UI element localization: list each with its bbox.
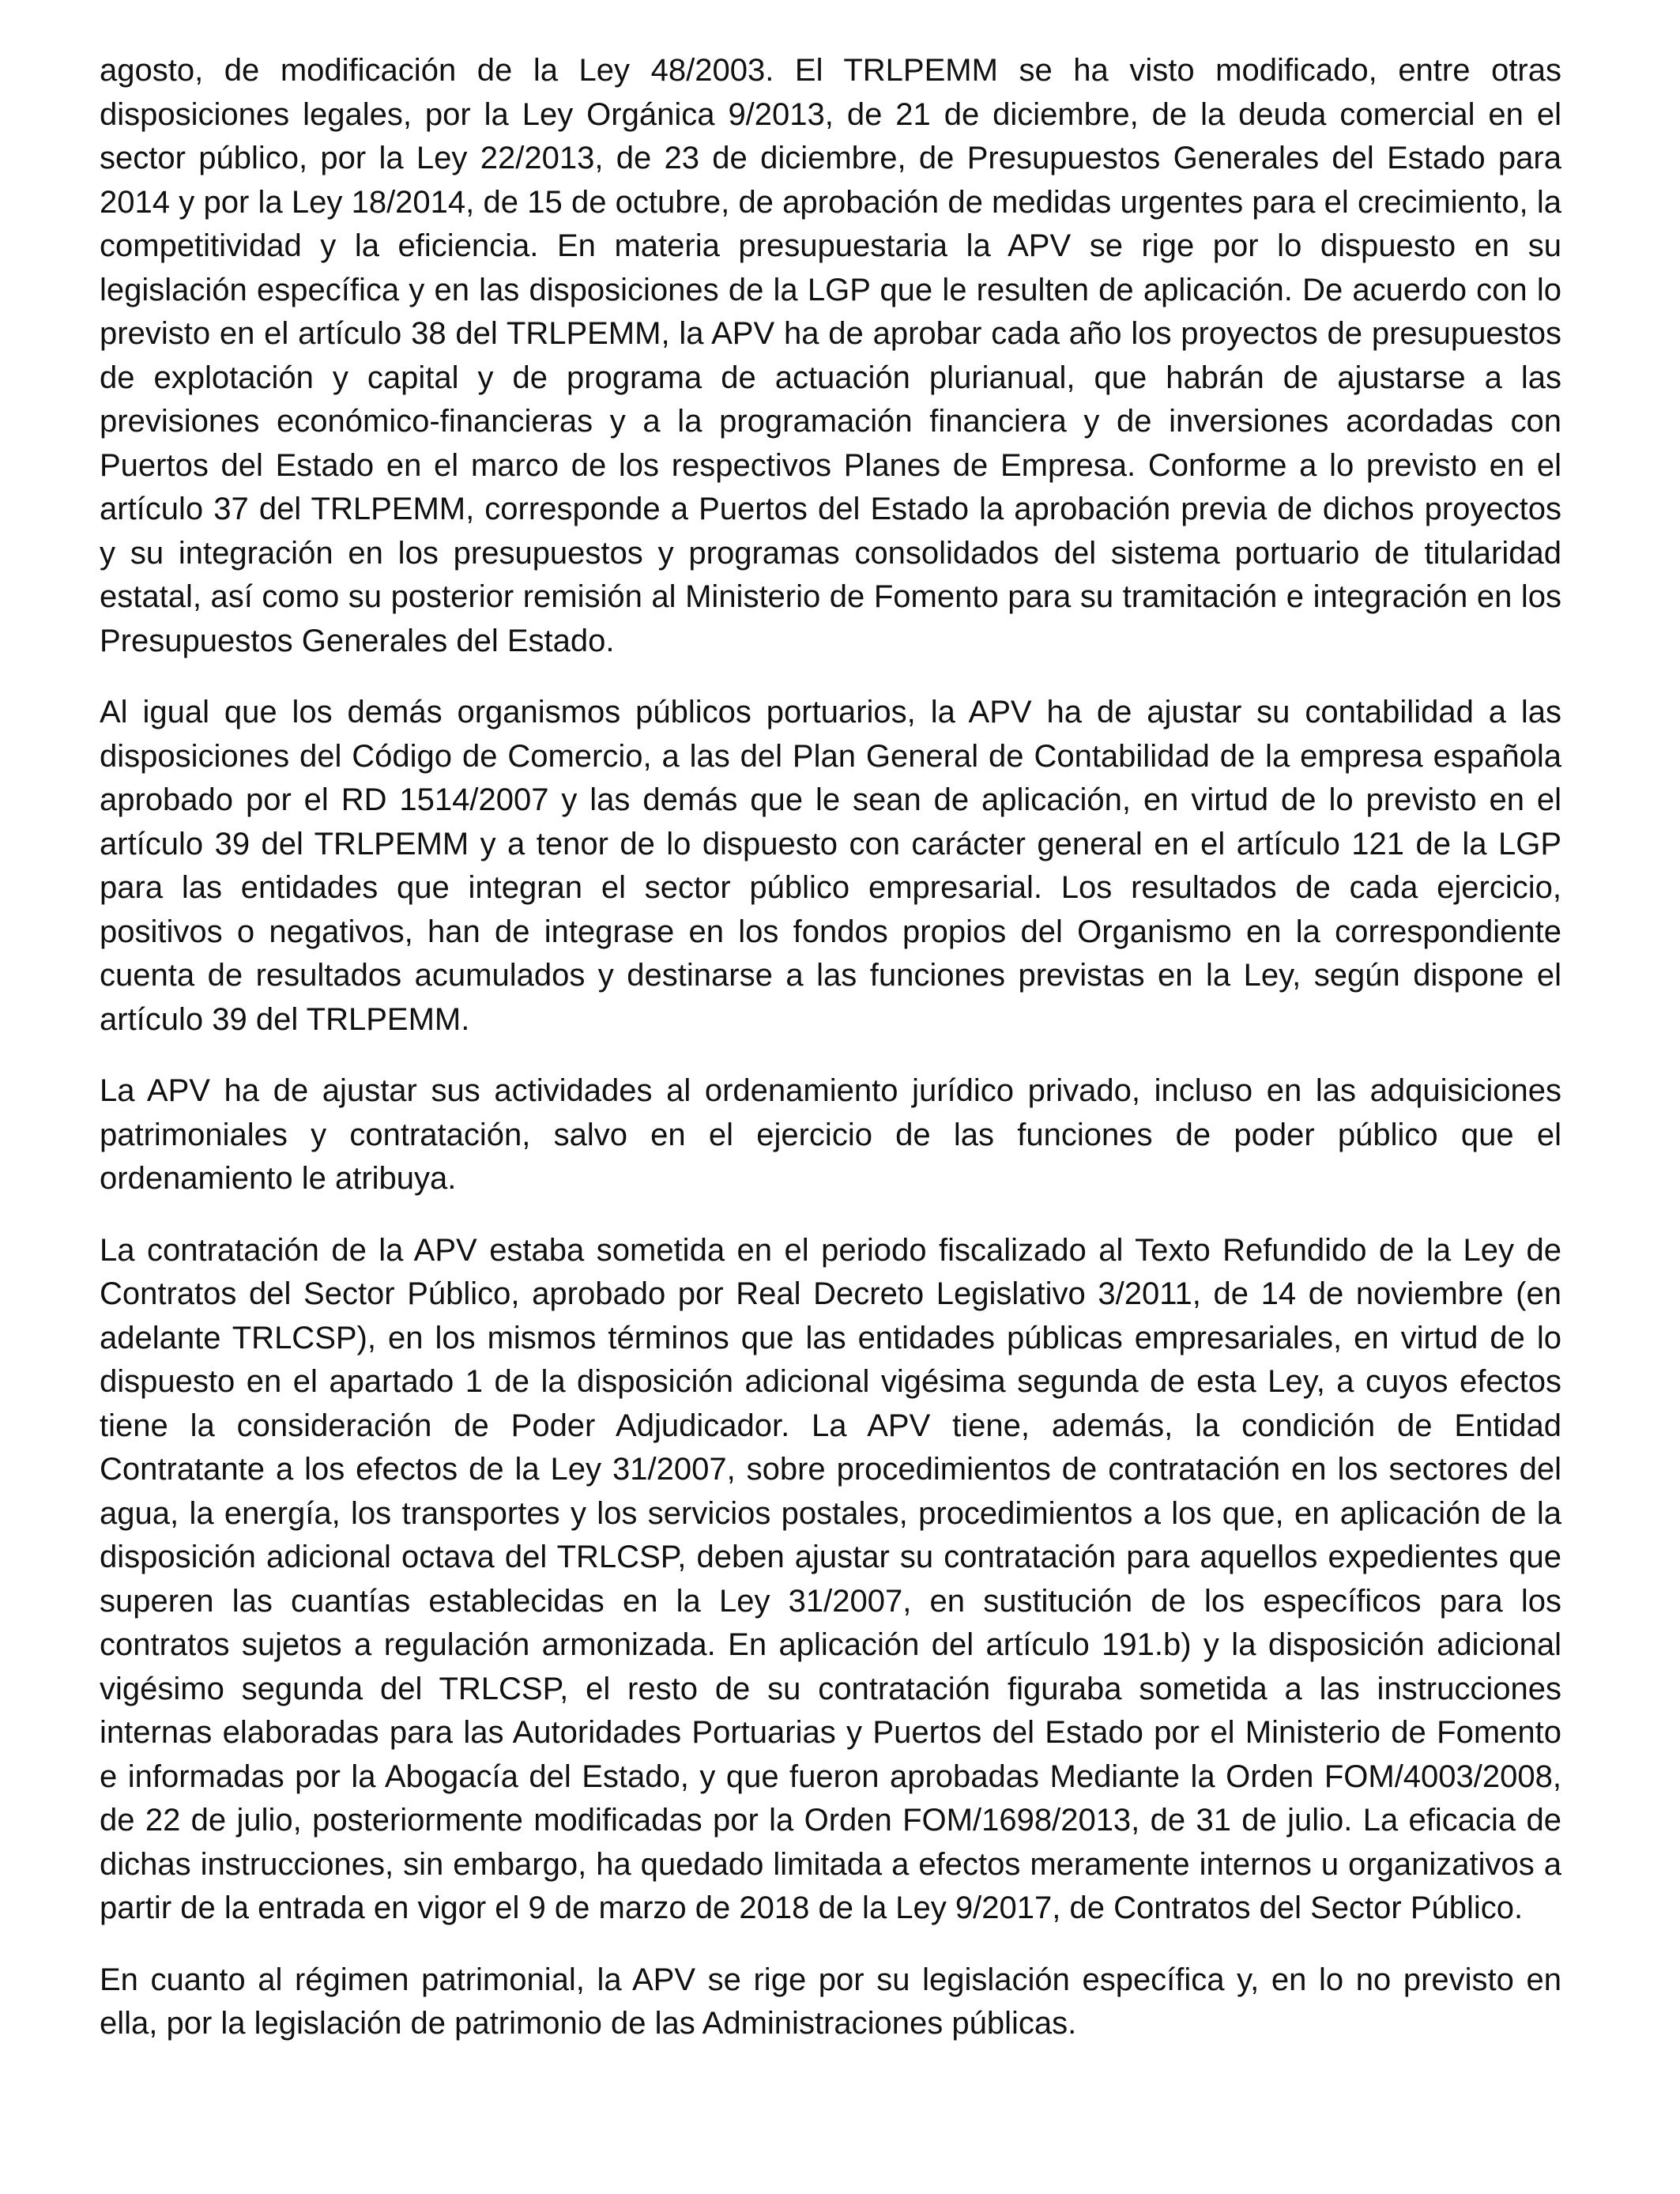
document-page	[100, 49, 1561, 2074]
paragraph-accounting: Al igual que los demás organismos públicos portuarios, la APV ha de ajustar su contabilidad a las disposiciones del Código de Comercio, a las del Plan General de Contabilidad de la empresa española aprobado por el RD 1514/2007 y las demás que le sean de aplicación, en virtud de lo previsto en el artículo 39 del TRLPEMM y a tenor de lo dispuesto con carácter general en el artículo 121 de la LGP para las entidades que integran el sector público empresarial. Los resultados de cada ejercicio, positivos o negativos, han de integrase en los fondos propios del Organismo en la correspondiente cuenta de resultados acumulados y destinarse a las funciones previstas en la Ley, según dispone el artículo 39 del TRLPEMM.	[100, 695, 1561, 1037]
paragraph-patrimonial-regime: En cuanto al régimen patrimonial, la APV se rige por su legislación específica y, en lo no previsto en ella, por la legislación de patrimonio de las Administraciones públicas.	[100, 1962, 1561, 2041]
paragraph-contracting: La contratación de la APV estaba sometida en el periodo fiscalizado al Texto Refundido de la Ley de Contratos del Sector Público, aprobado por Real Decreto Legislativo 3/2011, de 14 de noviembre (en adelante TRLCSP), en los mismos términos que las entidades públicas empresariales, en virtud de lo dispuesto en el apartado 1 de la disposición adicional vigésima segunda de esta Ley, a cuyos efectos tiene la consideración de Poder Adjudicador. La APV tiene, además, la condición de Entidad Contratante a los efectos de la Ley 31/2007, sobre procedimientos de contratación en los sectores del agua, la energía, los transportes y los servicios postales, procedimientos a los que, en aplicación de la disposición adicional octava del TRLCSP, deben ajustar su contratación para aquellos expedientes que superen las cuantías establecidas en la Ley 31/2007, en sustitución de los específicos para los contratos sujetos a regulación armonizada. En aplicación del artículo 191.b) y la disposición adicional vigésimo segunda del TRLCSP, el resto de su contratación figuraba sometida a las instrucciones internas elaboradas para las Autoridades Portuarias y Puertos del Estado por el Ministerio de Fomento e informadas por la Abogacía del Estado, y que fueron aprobadas Mediante la Orden FOM/4003/2008, de 22 de julio, posteriormente modificadas por la Orden FOM/1698/2013, de 31 de julio. La eficacia de dichas instrucciones, sin embargo, ha quedado limitada a efectos meramente internos u organizativos a partir de la entrada en vigor el 9 de marzo de 2018 de la Ley 9/2017, de Contratos del Sector Público.	[100, 1232, 1561, 1925]
paragraph-budget-regime: agosto, de modificación de la Ley 48/2003. El TRLPEMM se ha visto modificado, entre otras disposiciones legales, por la Ley Orgánica 9/2013, de 21 de diciembre, de la deuda comercial en el sector público, por la Ley 22/2013, de 23 de diciembre, de Presupuestos Generales del Estado para 2014 y por la Ley 18/2014, de 15 de octubre, de aprobación de medidas urgentes para el crecimiento, la competitividad y la eficiencia. En materia presupuestaria la APV se rige por lo dispuesto en su legislación específica y en las disposiciones de la LGP que le resulten de aplicación. De acuerdo con lo previsto en el artículo 38 del TRLPEMM, la APV ha de aprobar cada año los proyectos de presupuestos de explotación y capital y de programa de actuación plurianual, que habrán de ajustarse a las previsiones económico-financieras y a la programación financiera y de inversiones acordadas con Puertos del Estado en el marco de los respectivos Planes de Empresa. Conforme a lo previsto en el artículo 37 del TRLPEMM, corresponde a Puertos del Estado la aprobación previa de dichos proyectos y su integración en los presupuestos y programas consolidados del sistema portuario de titularidad estatal, así como su posterior remisión al Ministerio de Fomento para su tramitación e integración en los Presupuestos Generales del Estado.	[100, 53, 1561, 658]
paragraph-private-law: La APV ha de ajustar sus actividades al ordenamiento jurídico privado, incluso en las adquisiciones patrimoniales y contratación, salvo en el ejercicio de las funciones de poder público que el ordenamiento le atribuya.	[100, 1073, 1561, 1196]
